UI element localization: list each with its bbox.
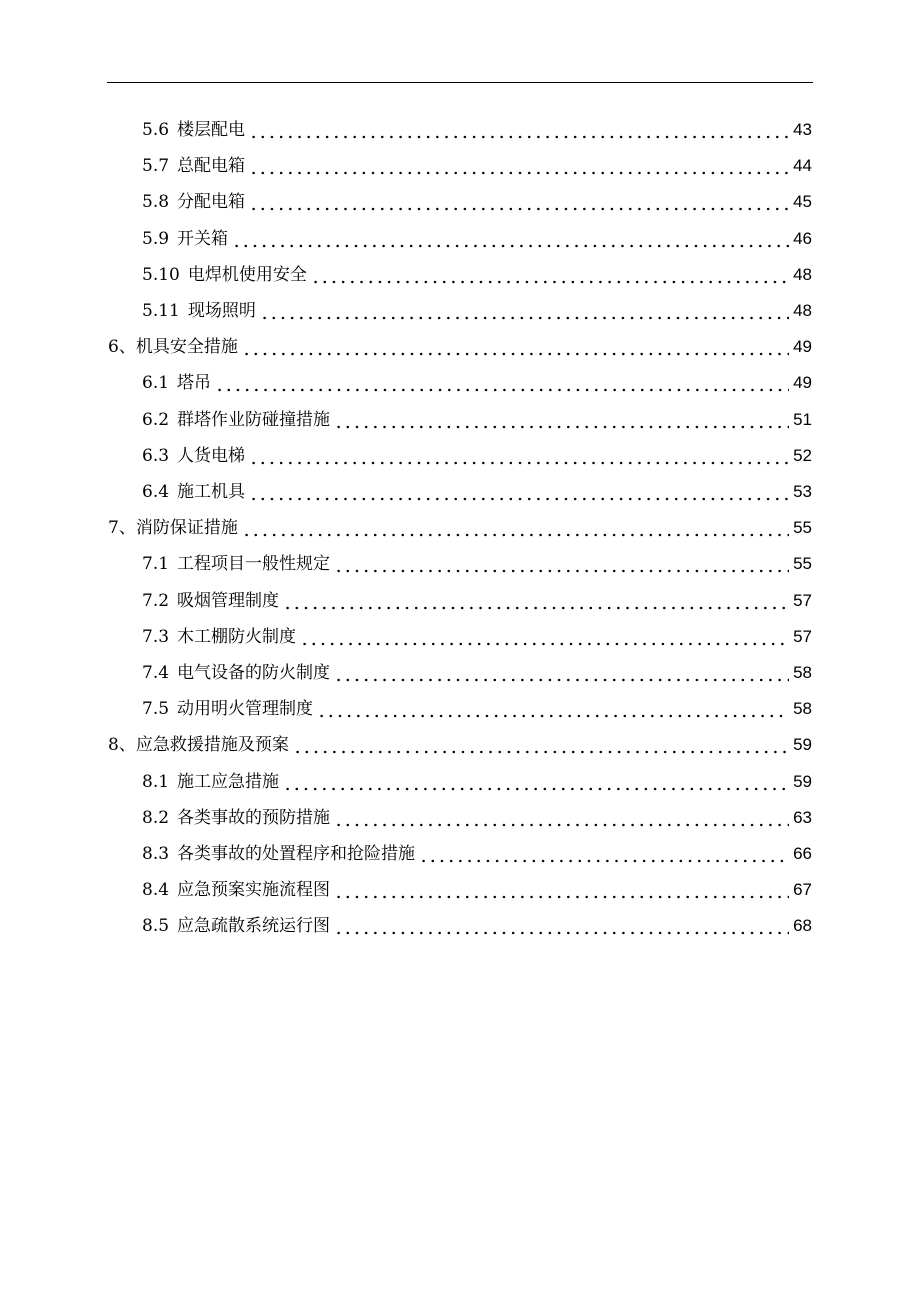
toc-entry-page-number: 67 [793,880,812,900]
toc-entry-page-number: 58 [793,663,812,682]
toc-entry-title: 施工机具 [177,482,246,502]
toc-entry-page-number: 55 [793,518,812,538]
dot-leader [260,293,789,329]
toc-entry-number: 8.1 [142,771,170,792]
toc-entry-title: 应急救援措施及预案 [135,735,289,756]
toc-entry-number: 8.3 [142,844,170,864]
toc-entry[interactable] [142,583,812,619]
toc-entry-title: 机具安全措施 [135,337,238,358]
toc-entry[interactable] [142,257,812,293]
toc-entry-number: 7.4 [142,663,170,683]
toc-entry-page-number: 59 [793,735,812,755]
toc-entry-title: 施工应急措施 [177,771,280,792]
toc-entry[interactable] [142,619,812,655]
dot-leader [334,800,789,836]
toc-entry-page-number: 55 [793,554,812,574]
toc-entry-title: 应急预案实施流程图 [177,880,331,901]
toc-entry[interactable] [142,293,812,329]
toc-entry-title: 各类事故的处置程序和抢险措施 [177,844,416,864]
toc-entry-page-number: 52 [793,445,812,465]
toc-entry-number: 5.11 [142,301,180,321]
toc-entry-title: 人货电梯 [177,445,246,466]
toc-entry-number: 7、 [108,518,136,539]
toc-entry[interactable] [142,221,812,257]
toc-entry-number: 5.10 [142,264,180,285]
toc-entry-number: 7.3 [142,626,170,647]
dot-leader [317,691,789,727]
dot-leader [419,836,789,872]
toc-entry-title: 消防保证措施 [135,518,238,539]
dot-leader [334,655,789,691]
toc-entry-page-number: 58 [793,699,812,719]
toc-entry-title: 楼层配电 [177,120,246,140]
toc-entry-title: 群塔作业防碰撞措施 [177,409,331,430]
toc-entry-number: 8、 [108,735,136,756]
toc-entry-number: 5.9 [142,228,170,249]
dot-leader [311,257,789,293]
toc-entry-number: 6.1 [142,373,170,394]
dot-leader [334,546,789,582]
toc-entry-page-number: 43 [793,120,812,139]
dot-leader [249,148,789,184]
toc-entry[interactable] [142,691,812,727]
dot-leader [249,438,789,474]
dot-leader [283,583,789,619]
toc-entry[interactable] [142,655,812,691]
toc-entry[interactable] [142,438,812,474]
toc-entry[interactable] [142,148,812,184]
toc-entry-page-number: 57 [793,590,812,610]
toc-entry-page-number: 46 [793,228,812,248]
dot-leader [249,112,789,148]
toc-entry-page-number: 44 [793,156,812,176]
toc-entry[interactable] [142,365,812,401]
toc-entry-title: 木工棚防火制度 [177,626,297,647]
toc-entry-number: 6.2 [142,409,170,430]
toc-entry-number: 6、 [108,337,136,358]
toc-entry-page-number: 59 [793,771,812,791]
header-rule [107,82,813,83]
toc-entry[interactable] [142,800,812,836]
toc-entry-page-number: 57 [793,626,812,646]
toc-entry-number: 6.3 [142,445,170,466]
toc-entry[interactable] [142,836,812,872]
toc-entry-page-number: 49 [793,337,812,357]
toc-entry[interactable] [142,908,812,944]
toc-entry-title: 电气设备的防火制度 [177,663,331,683]
dot-leader [334,872,789,908]
toc-entry-page-number: 66 [793,844,812,863]
toc-entry-page-number: 48 [793,301,812,320]
toc-entry-number: 7.1 [142,554,170,575]
toc-entry[interactable] [142,184,812,220]
toc-entry-title: 各类事故的预防措施 [177,807,331,828]
dot-leader [293,727,789,763]
toc-entry-number: 8.2 [142,807,170,828]
toc-entry-page-number: 53 [793,482,812,501]
dot-leader [283,764,789,800]
toc-entry[interactable] [142,546,812,582]
toc-entry[interactable] [142,402,812,438]
toc-entry-title: 现场照明 [187,301,256,321]
dot-leader [215,365,789,401]
toc-entry-title: 工程项目一般性规定 [177,554,331,575]
toc-entry-page-number: 51 [793,409,812,429]
toc-entry-number: 5.8 [142,192,170,213]
toc-entry-number: 8.5 [142,916,170,937]
toc-entry-title: 吸烟管理制度 [177,590,280,611]
toc-entry-number: 6.4 [142,482,170,502]
toc-entry-title: 电焊机使用安全 [187,264,307,285]
dot-leader [242,510,789,546]
toc-entry[interactable] [142,764,812,800]
dot-leader [249,184,789,220]
toc-entry-page-number: 49 [793,373,812,393]
toc-entry-title: 应急疏散系统运行图 [177,916,331,937]
dot-leader [249,474,789,510]
toc-entry-number: 5.6 [142,120,170,140]
toc-entry-title: 动用明火管理制度 [177,699,314,720]
toc-entry-title: 分配电箱 [177,192,246,213]
toc-entry-title: 总配电箱 [177,156,246,177]
dot-leader [300,619,789,655]
toc-entry-title: 开关箱 [177,228,229,249]
dot-leader [242,329,789,365]
dot-leader [334,402,789,438]
toc-entry-page-number: 45 [793,192,812,212]
toc-entry-number: 7.2 [142,590,170,611]
toc-entry[interactable] [108,727,812,763]
dot-leader [232,221,789,257]
toc-entry[interactable] [142,112,812,148]
dot-leader [334,908,789,944]
toc-entry-page-number: 63 [793,807,812,827]
toc-entry[interactable] [108,329,812,365]
toc-entry[interactable] [142,474,812,510]
toc-entry-number: 5.7 [142,156,170,177]
toc-entry-page-number: 48 [793,264,812,284]
toc-entry-title: 塔吊 [177,373,212,394]
toc-entry-number: 7.5 [142,699,170,720]
toc-entry[interactable] [142,872,812,908]
toc-entry-page-number: 68 [793,916,812,936]
toc-entry-number: 8.4 [142,880,170,901]
toc-entry[interactable] [108,510,812,546]
